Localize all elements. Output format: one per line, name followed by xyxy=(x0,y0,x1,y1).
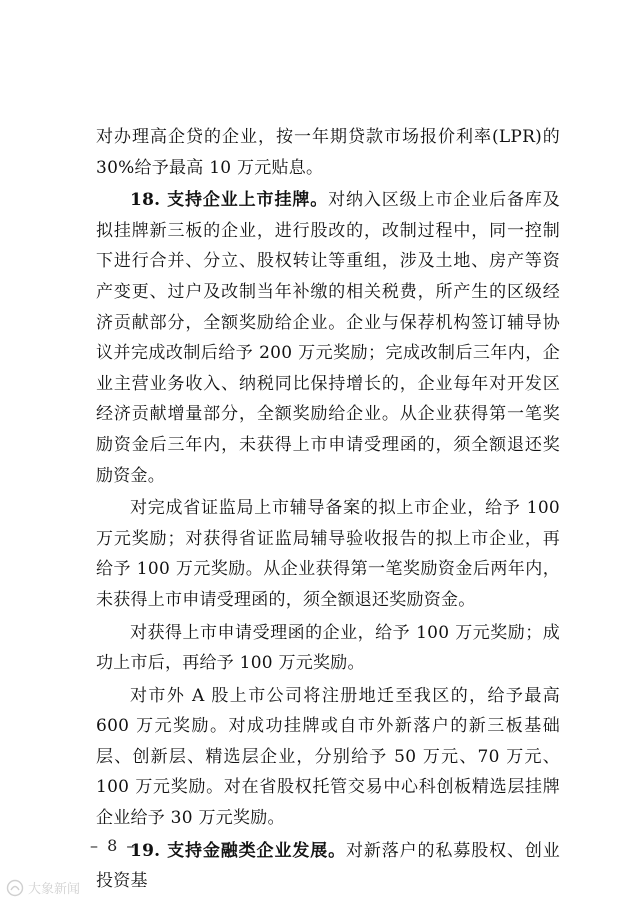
watermark-logo-icon xyxy=(6,879,24,897)
article-19-heading: 19. 支持金融类企业发展。 xyxy=(130,840,346,861)
article-18-heading: 18. 支持企业上市挂牌。 xyxy=(130,190,329,211)
paragraph-article-18 xyxy=(96,185,560,491)
paragraph-listing-tutoring-reward: 对完成省证监局上市辅导备案的拟上市企业，给予 100 万元奖励；对获得省证监局辅导验收报告的拟上市企业，再给予 100 万元奖励。从企业获得第一笔奖励资金后两年内，未获得上市申请受理函的，须全额退还奖励资金。 xyxy=(96,498,560,610)
document-body xyxy=(96,122,560,897)
article-19-text: 对新落户的私募股权、创业投资基 xyxy=(96,840,560,892)
paragraph-article-19 xyxy=(96,836,560,897)
watermark-text: 大象新闻 xyxy=(28,882,81,897)
watermark xyxy=(6,878,80,897)
paragraph-listing-acceptance-reward: 对获得上市申请受理函的企业，给予 100 万元奖励；成功上市后，再给予 100 万元奖励。 xyxy=(96,622,560,674)
article-18-text: 对纳入区级上市企业后备库及拟挂牌新三板的企业，进行股改的，改制过程中，同一控制下进行合并、分立、股权转让等重组，涉及土地、房产等资产变更、过户及改制当年补缴的相关税费，所产生的区级经济贡献部分，全额奖励给企业。企业与保荐机构签订辅导协议并完成改制后给予 200 万元奖励；完成改制后三年内，企业主营业务收入、纳税同比保持增长的，企业每年对开发区经济贡献增量部分，全额奖励给企业。从企业获得第一笔奖励资金后三年内，未获得上市申请受理函的，须全额退还奖励资金。 xyxy=(96,190,560,486)
page-number: – 8 – xyxy=(90,836,137,855)
paragraph-relocation-reward: 对市外 A 股上市公司将注册地迁至我区的，给予最高 600 万元奖励。对成功挂牌或自市外新落户的新三板基础层、创新层、精选层企业，分别给予 50 万元、70 万元、100 万元奖励。对在省股权托管交易中心科创板精选层挂牌企业给予 30 万元奖励。 xyxy=(96,685,560,829)
paragraph-lpr-subsidy: 对办理高企贷的企业，按一年期贷款市场报价利率(LPR)的 30%给予最高 10 万元贴息。 xyxy=(96,127,560,178)
